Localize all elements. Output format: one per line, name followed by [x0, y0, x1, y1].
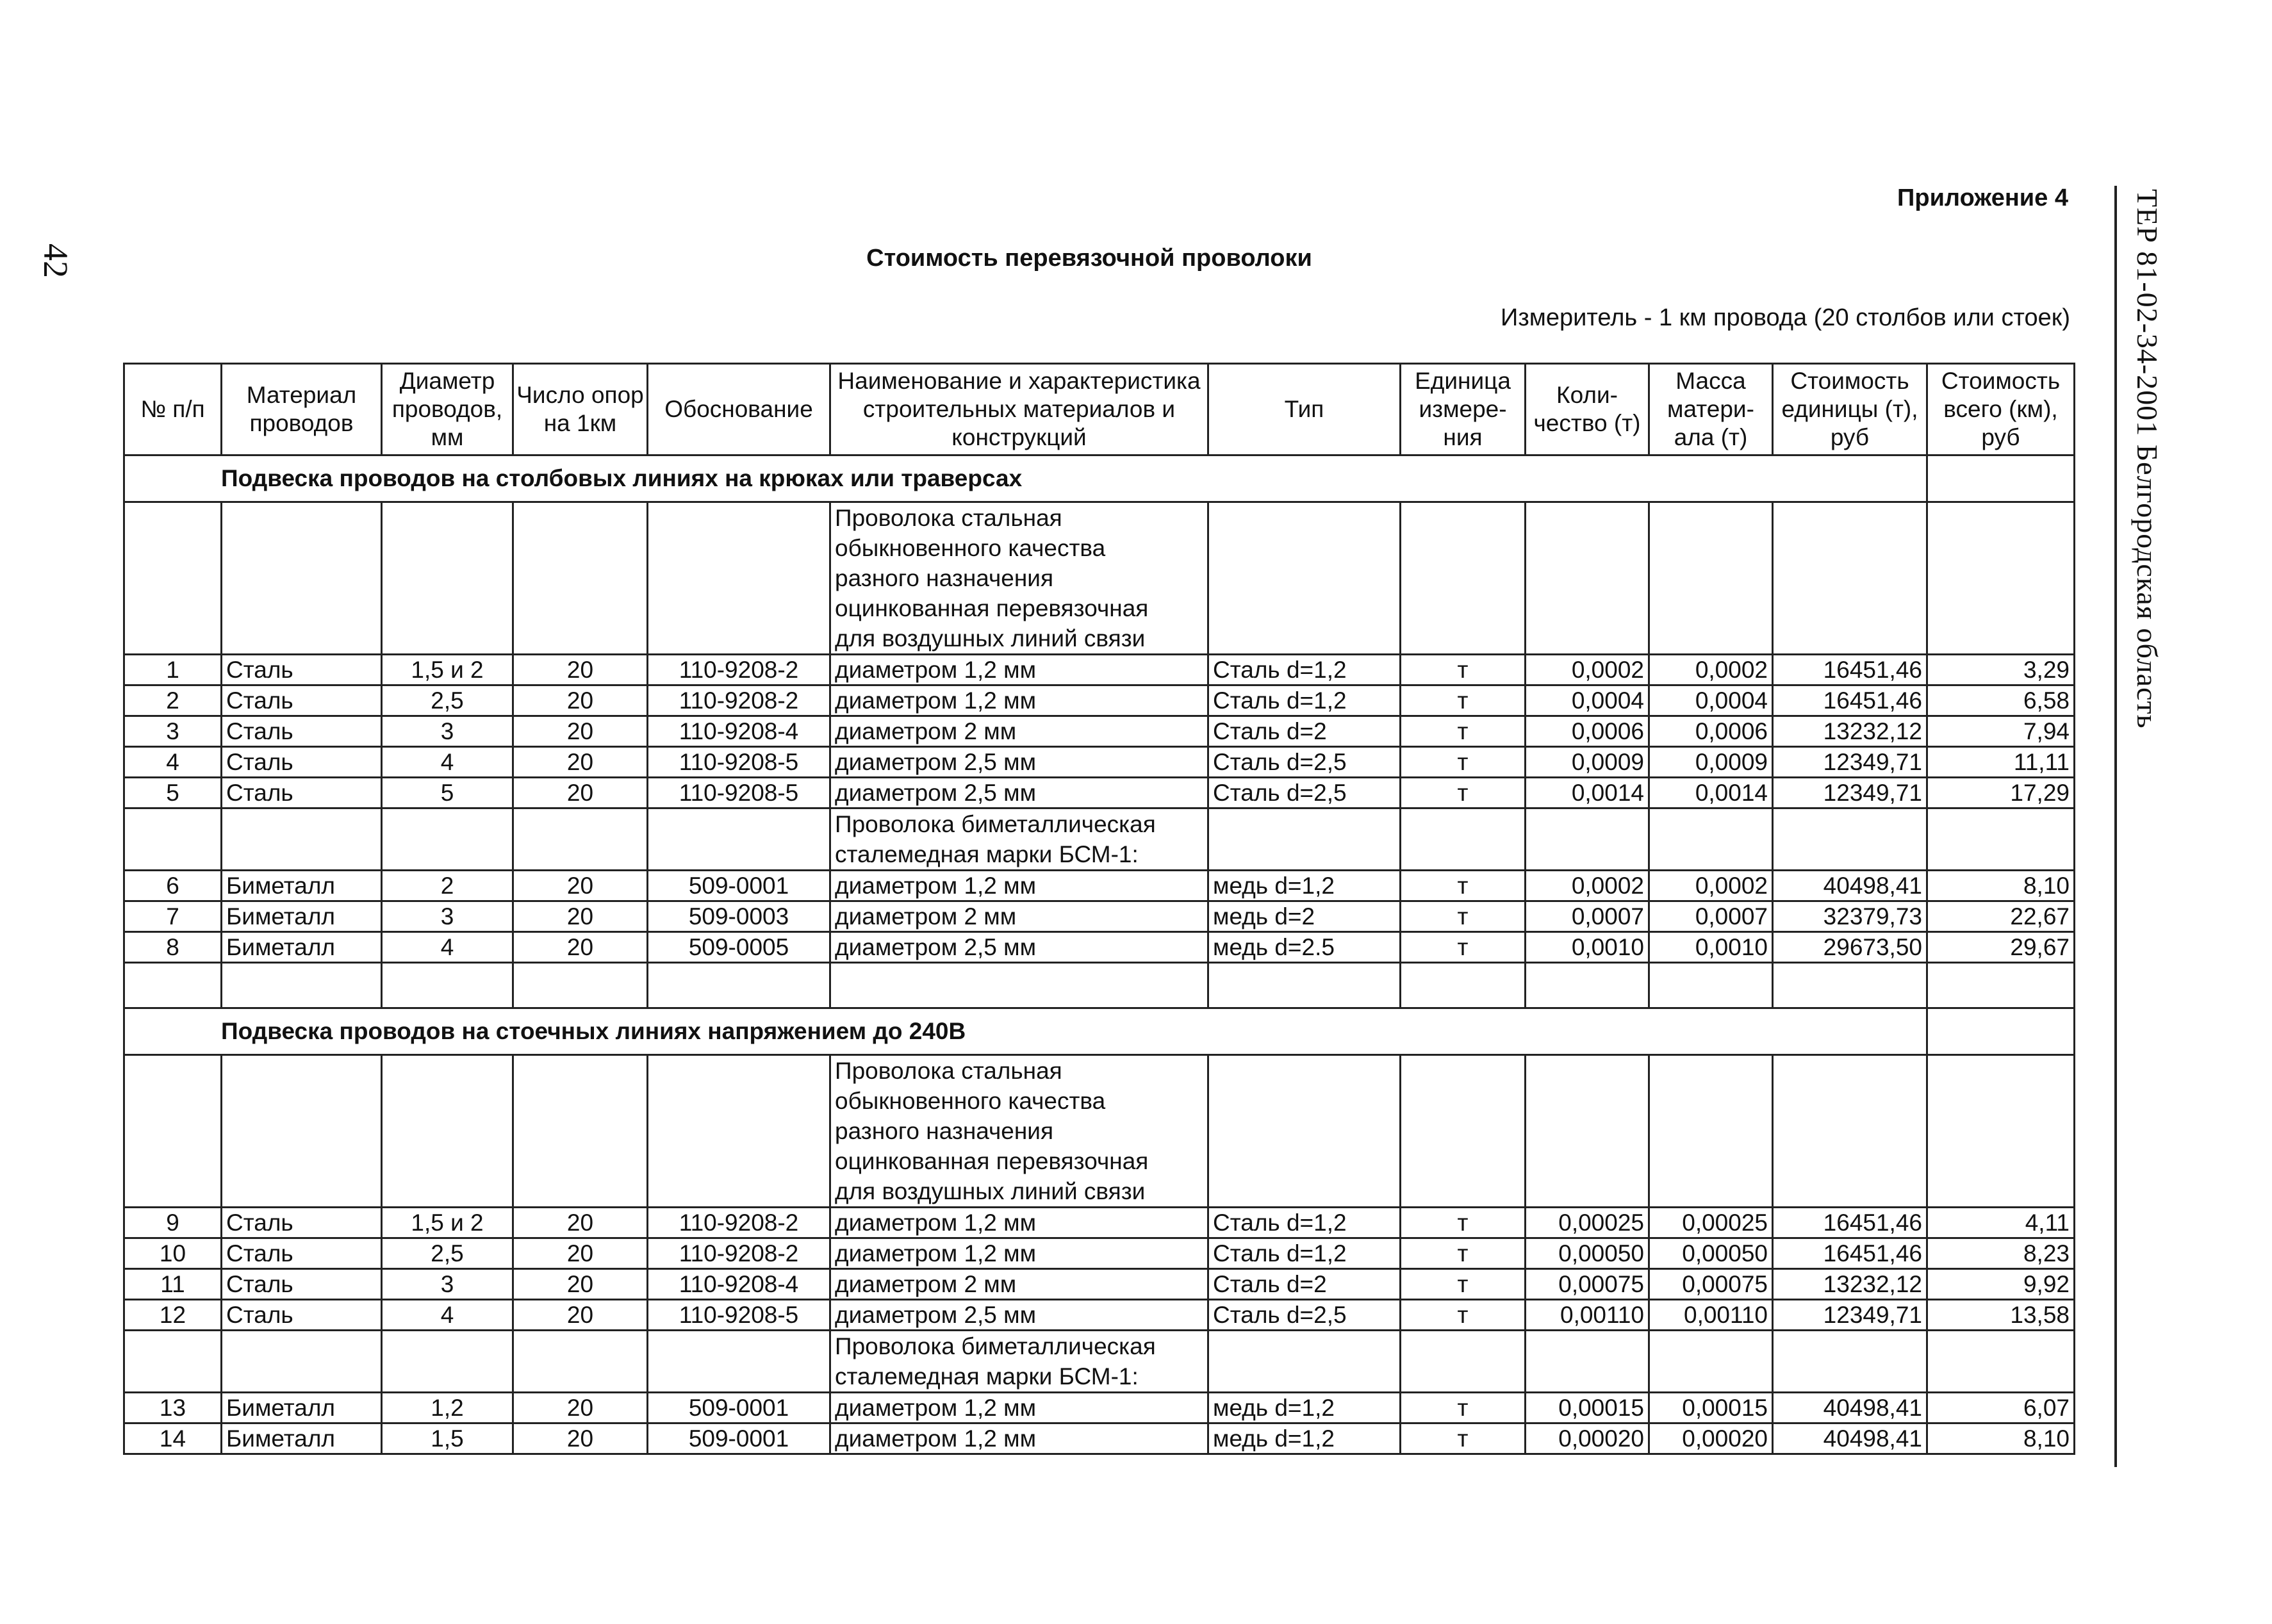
- unit-cell: т: [1401, 1238, 1526, 1269]
- table-cell: [382, 808, 513, 871]
- quantity-cell: 0,00110: [1526, 1300, 1649, 1331]
- section-title-row: [124, 455, 2075, 502]
- unit-price-cell: 40498,41: [1773, 871, 1927, 901]
- basis-cell: 509-0003: [648, 901, 830, 932]
- material-cell: Сталь: [222, 1208, 382, 1238]
- header-cell: Число опор на 1км: [513, 364, 648, 455]
- diameter-cell: 1,2: [382, 1393, 513, 1423]
- row-number: 6: [124, 871, 222, 901]
- table-cell: [1526, 963, 1649, 1008]
- unit-price-cell: 13232,12: [1773, 1269, 1927, 1300]
- header-cell: Стоимость всего (км), руб: [1927, 364, 2075, 455]
- quantity-cell: 0,00025: [1526, 1208, 1649, 1238]
- section-title: Подвеска проводов на столбовых линиях на крюках или траверсах: [124, 455, 1927, 502]
- table-cell: [1927, 1331, 2075, 1393]
- material-cell: Сталь: [222, 747, 382, 778]
- unit-cell: т: [1401, 932, 1526, 963]
- type-cell: Сталь d=2,5: [1208, 778, 1401, 808]
- poles-cell: 20: [513, 1238, 648, 1269]
- unit-cell: т: [1401, 1208, 1526, 1238]
- header-cell: № п/п: [124, 364, 222, 455]
- poles-cell: 20: [513, 655, 648, 685]
- header-row: [124, 364, 2075, 455]
- material-intro-line: оцинкованная перевязочная: [835, 1148, 1149, 1174]
- row-number: 14: [124, 1423, 222, 1454]
- basis-cell: 110-9208-5: [648, 1300, 830, 1331]
- unit-cell: т: [1401, 901, 1526, 932]
- poles-cell: 20: [513, 901, 648, 932]
- table-row: [124, 1300, 2075, 1331]
- unit-cell: т: [1401, 685, 1526, 716]
- unit-cell: т: [1401, 1300, 1526, 1331]
- table-cell: [222, 963, 382, 1008]
- header-cell: Коли-чество (т): [1526, 364, 1649, 455]
- name-cell: диаметром 1,2 мм: [830, 685, 1208, 716]
- diameter-cell: 5: [382, 778, 513, 808]
- unit-price-cell: 40498,41: [1773, 1423, 1927, 1454]
- table-cell: [222, 502, 382, 655]
- table-cell: [648, 808, 830, 871]
- table-cell: [1208, 502, 1401, 655]
- basis-cell: 509-0001: [648, 1423, 830, 1454]
- table-cell: [382, 1055, 513, 1208]
- table-cell: [1649, 1055, 1773, 1208]
- table-cell: [382, 963, 513, 1008]
- mass-cell: 0,0010: [1649, 932, 1773, 963]
- total-price-cell: 6,07: [1927, 1393, 2075, 1423]
- total-price-cell: 8,10: [1927, 1423, 2075, 1454]
- table-cell: [648, 1331, 830, 1393]
- type-cell: медь d=1,2: [1208, 871, 1401, 901]
- appendix-label: Приложение 4: [1897, 185, 2068, 211]
- material-cell: Биметалл: [222, 1393, 382, 1423]
- mass-cell: 0,0002: [1649, 871, 1773, 901]
- name-cell: диаметром 1,2 мм: [830, 1208, 1208, 1238]
- unit-price-cell: 16451,46: [1773, 655, 1927, 685]
- material-intro-row: [124, 1055, 2075, 1208]
- total-price-cell: 4,11: [1927, 1208, 2075, 1238]
- material-intro-line: Проволока биметаллическая: [835, 1333, 1156, 1359]
- unit-cell: т: [1401, 871, 1526, 901]
- material-intro: [830, 808, 1208, 871]
- basis-cell: 110-9208-2: [648, 1238, 830, 1269]
- basis-cell: 110-9208-2: [648, 1208, 830, 1238]
- table-cell: [1773, 808, 1927, 871]
- page-number: 42: [37, 243, 75, 278]
- material-cell: Биметалл: [222, 932, 382, 963]
- poles-cell: 20: [513, 1393, 648, 1423]
- table-cell: [1649, 1331, 1773, 1393]
- diameter-cell: 2,5: [382, 1238, 513, 1269]
- table-cell: [1208, 963, 1401, 1008]
- row-number: 2: [124, 685, 222, 716]
- material-intro-row: [124, 502, 2075, 655]
- table-cell: [1927, 1055, 2075, 1208]
- material-intro: [830, 1055, 1208, 1208]
- table-cell: [1401, 1055, 1526, 1208]
- material-intro-line: обыкновенного качества: [835, 1088, 1106, 1114]
- unit-price-cell: 16451,46: [1773, 685, 1927, 716]
- table-row: [124, 778, 2075, 808]
- table-row: [124, 685, 2075, 716]
- table-row: [124, 1238, 2075, 1269]
- section-title-row: [124, 1008, 2075, 1055]
- total-price-cell: 6,58: [1927, 685, 2075, 716]
- row-number: 8: [124, 932, 222, 963]
- unit-cell: т: [1401, 1269, 1526, 1300]
- diameter-cell: 2,5: [382, 685, 513, 716]
- table-row: [124, 1269, 2075, 1300]
- material-cell: Биметалл: [222, 1423, 382, 1454]
- name-cell: диаметром 2,5 мм: [830, 1300, 1208, 1331]
- material-intro: [830, 1331, 1208, 1393]
- row-number: 10: [124, 1238, 222, 1269]
- diameter-cell: 3: [382, 901, 513, 932]
- mass-cell: 0,0014: [1649, 778, 1773, 808]
- table-row: [124, 901, 2075, 932]
- header-cell: Единица измере-ния: [1401, 364, 1526, 455]
- header-cell: Масса матери-ала (т): [1649, 364, 1773, 455]
- material-intro-line: для воздушных линий связи: [835, 1178, 1146, 1204]
- table-cell: [124, 963, 222, 1008]
- material-cell: Биметалл: [222, 901, 382, 932]
- row-number: 12: [124, 1300, 222, 1331]
- diameter-cell: 1,5 и 2: [382, 1208, 513, 1238]
- type-cell: медь d=2: [1208, 901, 1401, 932]
- unit-price-cell: 32379,73: [1773, 901, 1927, 932]
- table-row: [124, 747, 2075, 778]
- row-number: 9: [124, 1208, 222, 1238]
- material-intro-line: обыкновенного качества: [835, 535, 1106, 561]
- material-cell: Сталь: [222, 1238, 382, 1269]
- diameter-cell: 4: [382, 1300, 513, 1331]
- total-price-cell: 29,67: [1927, 932, 2075, 963]
- mass-cell: 0,0002: [1649, 655, 1773, 685]
- table-cell: [1927, 1008, 2075, 1055]
- material-intro-row: [124, 808, 2075, 871]
- table-cell: [382, 1331, 513, 1393]
- table-cell: [1526, 502, 1649, 655]
- total-price-cell: 13,58: [1927, 1300, 2075, 1331]
- name-cell: диаметром 1,2 мм: [830, 1423, 1208, 1454]
- material-intro-row: [124, 1331, 2075, 1393]
- poles-cell: 20: [513, 871, 648, 901]
- quantity-cell: 0,0014: [1526, 778, 1649, 808]
- table-cell: [1649, 808, 1773, 871]
- table-row: [124, 932, 2075, 963]
- header-cell: Материал проводов: [222, 364, 382, 455]
- quantity-cell: 0,0004: [1526, 685, 1649, 716]
- mass-cell: 0,00025: [1649, 1208, 1773, 1238]
- side-header: ТЕР 81-02-34-2001 Белгородская область: [2131, 189, 2164, 729]
- material-intro: [830, 502, 1208, 655]
- table-cell: [513, 963, 648, 1008]
- type-cell: медь d=1,2: [1208, 1393, 1401, 1423]
- name-cell: диаметром 2 мм: [830, 1269, 1208, 1300]
- table-cell: [1773, 502, 1927, 655]
- row-number: 7: [124, 901, 222, 932]
- table-cell: [382, 502, 513, 655]
- table-cell: [222, 1331, 382, 1393]
- row-number: 4: [124, 747, 222, 778]
- table-cell: [648, 502, 830, 655]
- unit-price-cell: 13232,12: [1773, 716, 1927, 747]
- type-cell: Сталь d=1,2: [1208, 685, 1401, 716]
- cost-table: [123, 363, 2075, 1455]
- poles-cell: 20: [513, 778, 648, 808]
- mass-cell: 0,0007: [1649, 901, 1773, 932]
- table-row: [124, 871, 2075, 901]
- table-cell: [1927, 963, 2075, 1008]
- mass-cell: 0,00075: [1649, 1269, 1773, 1300]
- table-cell: [1208, 808, 1401, 871]
- name-cell: диаметром 2,5 мм: [830, 932, 1208, 963]
- quantity-cell: 0,00050: [1526, 1238, 1649, 1269]
- table-cell: [513, 1331, 648, 1393]
- table-cell: [1773, 1331, 1927, 1393]
- poles-cell: 20: [513, 747, 648, 778]
- material-cell: Сталь: [222, 1300, 382, 1331]
- table-cell: [124, 1055, 222, 1208]
- quantity-cell: 0,0010: [1526, 932, 1649, 963]
- unit-cell: т: [1401, 747, 1526, 778]
- basis-cell: 110-9208-5: [648, 747, 830, 778]
- table-row: [124, 716, 2075, 747]
- type-cell: Сталь d=2,5: [1208, 747, 1401, 778]
- table-cell: [1649, 502, 1773, 655]
- header-cell: Обоснование: [648, 364, 830, 455]
- row-number: 3: [124, 716, 222, 747]
- material-intro-line: Проволока биметаллическая: [835, 811, 1156, 837]
- table-cell: [222, 808, 382, 871]
- total-price-cell: 9,92: [1927, 1269, 2075, 1300]
- mass-cell: 0,0004: [1649, 685, 1773, 716]
- mass-cell: 0,0006: [1649, 716, 1773, 747]
- table-cell: [1773, 1055, 1927, 1208]
- diameter-cell: 3: [382, 1269, 513, 1300]
- table-cell: [124, 808, 222, 871]
- material-cell: Сталь: [222, 1269, 382, 1300]
- basis-cell: 509-0001: [648, 1393, 830, 1423]
- unit-price-cell: 16451,46: [1773, 1208, 1927, 1238]
- total-price-cell: 7,94: [1927, 716, 2075, 747]
- header-cell: Стоимость единицы (т), руб: [1773, 364, 1927, 455]
- material-intro-line: для воздушных линий связи: [835, 625, 1146, 652]
- mass-cell: 0,00020: [1649, 1423, 1773, 1454]
- diameter-cell: 1,5: [382, 1423, 513, 1454]
- table-cell: [648, 963, 830, 1008]
- quantity-cell: 0,0007: [1526, 901, 1649, 932]
- basis-cell: 110-9208-2: [648, 655, 830, 685]
- unit-price-cell: 12349,71: [1773, 747, 1927, 778]
- name-cell: диаметром 2 мм: [830, 901, 1208, 932]
- diameter-cell: 3: [382, 716, 513, 747]
- table-cell: [1526, 808, 1649, 871]
- table-cell: [1401, 963, 1526, 1008]
- quantity-cell: 0,0009: [1526, 747, 1649, 778]
- quantity-cell: 0,00020: [1526, 1423, 1649, 1454]
- header-cell: Наименование и характеристика строительных материалов и конструкций: [830, 364, 1208, 455]
- table-cell: [830, 963, 1208, 1008]
- table-cell: [513, 808, 648, 871]
- quantity-cell: 0,0006: [1526, 716, 1649, 747]
- table-cell: [124, 1331, 222, 1393]
- basis-cell: 509-0001: [648, 871, 830, 901]
- mass-cell: 0,0009: [1649, 747, 1773, 778]
- unit-cell: т: [1401, 1393, 1526, 1423]
- row-number: 5: [124, 778, 222, 808]
- table-cell: [513, 1055, 648, 1208]
- table-row: [124, 1423, 2075, 1454]
- table-cell: [1927, 808, 2075, 871]
- diameter-cell: 4: [382, 747, 513, 778]
- total-price-cell: 22,67: [1927, 901, 2075, 932]
- unit-cell: т: [1401, 1423, 1526, 1454]
- header-cell: Диаметр проводов, мм: [382, 364, 513, 455]
- basis-cell: 509-0005: [648, 932, 830, 963]
- poles-cell: 20: [513, 932, 648, 963]
- total-price-cell: 3,29: [1927, 655, 2075, 685]
- total-price-cell: 11,11: [1927, 747, 2075, 778]
- type-cell: медь d=1,2: [1208, 1423, 1401, 1454]
- row-number: 13: [124, 1393, 222, 1423]
- total-price-cell: 8,10: [1927, 871, 2075, 901]
- unit-price-cell: 40498,41: [1773, 1393, 1927, 1423]
- material-cell: Сталь: [222, 716, 382, 747]
- table-cell: [1649, 963, 1773, 1008]
- basis-cell: 110-9208-4: [648, 716, 830, 747]
- table-row: [124, 1393, 2075, 1423]
- quantity-cell: 0,0002: [1526, 871, 1649, 901]
- table-cell: [1401, 808, 1526, 871]
- diameter-cell: 2: [382, 871, 513, 901]
- table-cell: [1526, 1055, 1649, 1208]
- table-cell: [648, 1055, 830, 1208]
- table-cell: [1401, 502, 1526, 655]
- total-price-cell: 8,23: [1927, 1238, 2075, 1269]
- material-intro-line: оцинкованная перевязочная: [835, 595, 1149, 621]
- mass-cell: 0,00110: [1649, 1300, 1773, 1331]
- document-title: Стоимость перевязочной проволоки: [866, 245, 1312, 272]
- mass-cell: 0,00015: [1649, 1393, 1773, 1423]
- side-rule: [2114, 186, 2117, 1467]
- material-cell: Сталь: [222, 655, 382, 685]
- poles-cell: 20: [513, 716, 648, 747]
- material-cell: Биметалл: [222, 871, 382, 901]
- basis-cell: 110-9208-2: [648, 685, 830, 716]
- basis-cell: 110-9208-4: [648, 1269, 830, 1300]
- diameter-cell: 1,5 и 2: [382, 655, 513, 685]
- type-cell: Сталь d=1,2: [1208, 1238, 1401, 1269]
- row-number: 11: [124, 1269, 222, 1300]
- unit-price-cell: 12349,71: [1773, 1300, 1927, 1331]
- table-cell: [1526, 1331, 1649, 1393]
- unit-price-cell: 16451,46: [1773, 1238, 1927, 1269]
- table-cell: [222, 1055, 382, 1208]
- name-cell: диаметром 1,2 мм: [830, 871, 1208, 901]
- type-cell: Сталь d=2,5: [1208, 1300, 1401, 1331]
- quantity-cell: 0,00075: [1526, 1269, 1649, 1300]
- table-row: [124, 1208, 2075, 1238]
- table-cell: [1401, 1331, 1526, 1393]
- diameter-cell: 4: [382, 932, 513, 963]
- unit-cell: т: [1401, 655, 1526, 685]
- poles-cell: 20: [513, 1269, 648, 1300]
- basis-cell: 110-9208-5: [648, 778, 830, 808]
- table-cell: [1208, 1055, 1401, 1208]
- unit-cell: т: [1401, 716, 1526, 747]
- name-cell: диаметром 2 мм: [830, 716, 1208, 747]
- table-cell: [124, 502, 222, 655]
- material-cell: Сталь: [222, 685, 382, 716]
- poles-cell: 20: [513, 1423, 648, 1454]
- measure-note: Измеритель - 1 км провода (20 столбов или стоек): [1501, 304, 2070, 331]
- name-cell: диаметром 1,2 мм: [830, 1393, 1208, 1423]
- name-cell: диаметром 1,2 мм: [830, 1238, 1208, 1269]
- table-cell: [1208, 1331, 1401, 1393]
- type-cell: медь d=2.5: [1208, 932, 1401, 963]
- type-cell: Сталь d=2: [1208, 716, 1401, 747]
- header-cell: Тип: [1208, 364, 1401, 455]
- material-intro-line: Проволока стальная: [835, 505, 1062, 531]
- poles-cell: 20: [513, 685, 648, 716]
- name-cell: диаметром 1,2 мм: [830, 655, 1208, 685]
- material-intro-line: сталемедная марки БСМ-1:: [835, 841, 1139, 867]
- material-intro-line: разного назначения: [835, 1118, 1054, 1144]
- name-cell: диаметром 2,5 мм: [830, 778, 1208, 808]
- table-row: [124, 655, 2075, 685]
- unit-cell: т: [1401, 778, 1526, 808]
- row-number: 1: [124, 655, 222, 685]
- quantity-cell: 0,0002: [1526, 655, 1649, 685]
- unit-price-cell: 29673,50: [1773, 932, 1927, 963]
- material-intro-line: разного назначения: [835, 565, 1054, 591]
- type-cell: Сталь d=2: [1208, 1269, 1401, 1300]
- total-price-cell: 17,29: [1927, 778, 2075, 808]
- spacer-row: [124, 963, 2075, 1008]
- table-cell: [1927, 455, 2075, 502]
- material-intro-line: Проволока стальная: [835, 1058, 1062, 1084]
- material-intro-line: сталемедная марки БСМ-1:: [835, 1363, 1139, 1390]
- poles-cell: 20: [513, 1300, 648, 1331]
- mass-cell: 0,00050: [1649, 1238, 1773, 1269]
- type-cell: Сталь d=1,2: [1208, 655, 1401, 685]
- quantity-cell: 0,00015: [1526, 1393, 1649, 1423]
- table-cell: [1773, 963, 1927, 1008]
- material-cell: Сталь: [222, 778, 382, 808]
- unit-price-cell: 12349,71: [1773, 778, 1927, 808]
- section-title: Подвеска проводов на стоечных линиях напряжением до 240В: [124, 1008, 1927, 1055]
- table-cell: [1927, 502, 2075, 655]
- poles-cell: 20: [513, 1208, 648, 1238]
- type-cell: Сталь d=1,2: [1208, 1208, 1401, 1238]
- name-cell: диаметром 2,5 мм: [830, 747, 1208, 778]
- table-cell: [513, 502, 648, 655]
